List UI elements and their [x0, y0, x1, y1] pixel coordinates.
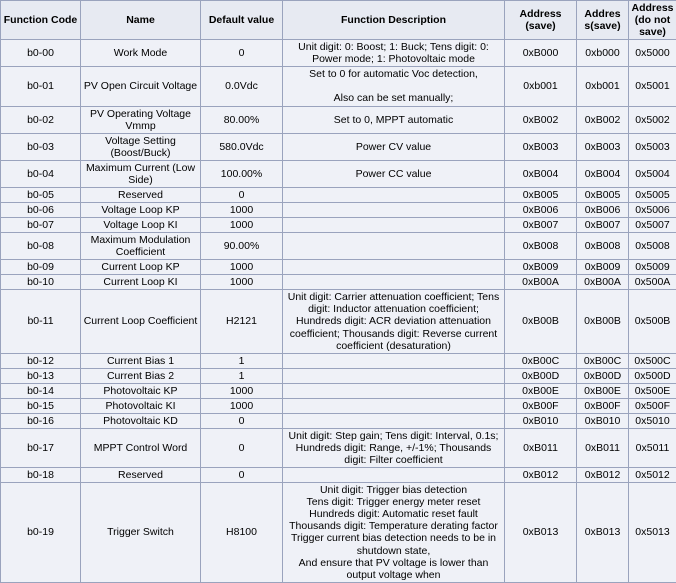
cell-address-s-save: 0xB013 [577, 483, 629, 583]
cell-default-value: 0 [201, 40, 283, 67]
cell-function-code: b0-15 [1, 398, 81, 413]
cell-name: PV Operating Voltage Vmmp [81, 106, 201, 133]
table-row [1, 368, 676, 383]
cell-name: Photovoltaic KD [81, 413, 201, 428]
cell-default-value: 1 [201, 368, 283, 383]
cell-default-value: 580.0Vdc [201, 133, 283, 160]
cell-address-save: 0xB011 [505, 428, 577, 467]
cell-default-value: 0 [201, 413, 283, 428]
cell-address-save: 0xB003 [505, 133, 577, 160]
cell-name: Current Loop KI [81, 275, 201, 290]
cell-address-s-save: 0xB00E [577, 383, 629, 398]
table-header [1, 1, 676, 40]
cell-function-description [283, 218, 505, 233]
cell-address-s-save: 0xb000 [577, 40, 629, 67]
table-row [1, 187, 676, 202]
table-row [1, 428, 676, 467]
cell-default-value: 1000 [201, 383, 283, 398]
cell-function-code: b0-13 [1, 368, 81, 383]
cell-address-do-not-save: 0x5007 [629, 218, 676, 233]
cell-address-s-save: 0xB00D [577, 368, 629, 383]
cell-address-do-not-save: 0x500B [629, 290, 676, 353]
cell-name: Reserved [81, 187, 201, 202]
cell-function-code: b0-07 [1, 218, 81, 233]
table-row [1, 383, 676, 398]
cell-address-do-not-save: 0x5000 [629, 40, 676, 67]
cell-address-s-save: 0xB00C [577, 353, 629, 368]
cell-address-s-save: 0xB012 [577, 468, 629, 483]
cell-function-code: b0-05 [1, 187, 81, 202]
cell-function-code: b0-19 [1, 483, 81, 583]
cell-default-value: 1000 [201, 202, 283, 217]
cell-address-do-not-save: 0x500C [629, 353, 676, 368]
cell-function-code: b0-17 [1, 428, 81, 467]
cell-function-description: Unit digit: Step gain; Tens digit: Interval, 0.1s; Hundreds digit: Range, +/-1%; Thousands digit: Filter coefficient [283, 428, 505, 467]
cell-address-save: 0xB00E [505, 383, 577, 398]
cell-default-value: 1 [201, 353, 283, 368]
cell-address-save: 0xB006 [505, 202, 577, 217]
cell-default-value: 1000 [201, 218, 283, 233]
cell-default-value: 0 [201, 468, 283, 483]
col-function-code: Function Code [1, 1, 81, 40]
cell-address-s-save: 0xB00F [577, 398, 629, 413]
cell-default-value: 0 [201, 428, 283, 467]
cell-address-s-save: 0xB008 [577, 233, 629, 260]
cell-address-do-not-save: 0x5013 [629, 483, 676, 583]
cell-function-code: b0-06 [1, 202, 81, 217]
col-name: Name [81, 1, 201, 40]
cell-address-do-not-save: 0x5012 [629, 468, 676, 483]
cell-name: Current Loop KP [81, 260, 201, 275]
cell-address-save: 0xB00D [505, 368, 577, 383]
cell-address-save: 0xb001 [505, 67, 577, 106]
cell-address-do-not-save: 0x5005 [629, 187, 676, 202]
cell-address-do-not-save: 0x500D [629, 368, 676, 383]
cell-function-code: b0-12 [1, 353, 81, 368]
col-address-s-save: Addres s(save) [577, 1, 629, 40]
cell-function-code: b0-03 [1, 133, 81, 160]
cell-default-value: 100.00% [201, 160, 283, 187]
cell-function-code: b0-00 [1, 40, 81, 67]
cell-function-description: Power CC value [283, 160, 505, 187]
cell-address-do-not-save: 0x5011 [629, 428, 676, 467]
cell-address-save: 0xB00B [505, 290, 577, 353]
cell-address-s-save: 0xB010 [577, 413, 629, 428]
cell-function-description [283, 413, 505, 428]
cell-default-value: H8100 [201, 483, 283, 583]
cell-function-description [283, 233, 505, 260]
table-row [1, 468, 676, 483]
cell-name: Current Bias 2 [81, 368, 201, 383]
cell-function-description [283, 468, 505, 483]
cell-address-s-save: 0xB002 [577, 106, 629, 133]
cell-address-s-save: 0xb001 [577, 67, 629, 106]
cell-function-code: b0-16 [1, 413, 81, 428]
col-function-description: Function Description [283, 1, 505, 40]
table-row [1, 413, 676, 428]
cell-function-description [283, 202, 505, 217]
cell-address-do-not-save: 0x5008 [629, 233, 676, 260]
cell-address-s-save: 0xB00A [577, 275, 629, 290]
table-row [1, 290, 676, 353]
cell-name: Voltage Setting (Boost/Buck) [81, 133, 201, 160]
cell-name: Voltage Loop KI [81, 218, 201, 233]
cell-address-do-not-save: 0x500E [629, 383, 676, 398]
table-row [1, 353, 676, 368]
cell-function-description [283, 275, 505, 290]
cell-function-description [283, 260, 505, 275]
cell-default-value: 1000 [201, 260, 283, 275]
cell-address-do-not-save: 0x5006 [629, 202, 676, 217]
cell-function-code: b0-04 [1, 160, 81, 187]
cell-name: Reserved [81, 468, 201, 483]
cell-address-save: 0xB002 [505, 106, 577, 133]
table-row [1, 218, 676, 233]
cell-address-do-not-save: 0x5002 [629, 106, 676, 133]
cell-address-save: 0xB008 [505, 233, 577, 260]
cell-function-description: Unit digit: Trigger bias detection Tens digit: Trigger energy meter reset Hundreds digit: Automatic reset fault Thousands digit: Temperature derating factor Trigger current bias detection needs to be in shutdown state, And ensure that PV voltage is lower than output voltage when [283, 483, 505, 583]
cell-address-s-save: 0xB005 [577, 187, 629, 202]
cell-address-s-save: 0xB007 [577, 218, 629, 233]
cell-default-value: H2121 [201, 290, 283, 353]
cell-address-save: 0xB005 [505, 187, 577, 202]
cell-function-description: Unit digit: 0: Boost; 1: Buck; Tens digit: 0: Power mode; 1: Photovoltaic mode [283, 40, 505, 67]
table-row [1, 106, 676, 133]
table-header-row [1, 1, 676, 40]
cell-address-s-save: 0xB00B [577, 290, 629, 353]
cell-name: Work Mode [81, 40, 201, 67]
cell-address-save: 0xB00F [505, 398, 577, 413]
col-address-save: Address (save) [505, 1, 577, 40]
cell-address-save: 0xB010 [505, 413, 577, 428]
table-row [1, 260, 676, 275]
cell-function-code: b0-09 [1, 260, 81, 275]
cell-address-s-save: 0xB009 [577, 260, 629, 275]
cell-default-value: 90.00% [201, 233, 283, 260]
cell-address-s-save: 0xB006 [577, 202, 629, 217]
cell-name: MPPT Control Word [81, 428, 201, 467]
table-row [1, 275, 676, 290]
table-row [1, 67, 676, 106]
cell-function-description [283, 398, 505, 413]
cell-name: Current Bias 1 [81, 353, 201, 368]
cell-address-do-not-save: 0x5004 [629, 160, 676, 187]
cell-name: Photovoltaic KP [81, 383, 201, 398]
table-row [1, 202, 676, 217]
table-row [1, 160, 676, 187]
cell-function-code: b0-02 [1, 106, 81, 133]
cell-function-description [283, 187, 505, 202]
cell-address-do-not-save: 0x500F [629, 398, 676, 413]
cell-address-s-save: 0xB011 [577, 428, 629, 467]
cell-address-s-save: 0xB003 [577, 133, 629, 160]
table-row [1, 40, 676, 67]
table-row [1, 133, 676, 160]
cell-function-code: b0-18 [1, 468, 81, 483]
cell-name: Current Loop Coefficient [81, 290, 201, 353]
cell-function-description: Set to 0 for automatic Voc detection, Also can be set manually; [283, 67, 505, 106]
cell-name: Trigger Switch [81, 483, 201, 583]
cell-default-value: 0 [201, 187, 283, 202]
cell-default-value: 1000 [201, 398, 283, 413]
cell-address-do-not-save: 0x5003 [629, 133, 676, 160]
cell-function-description: Unit digit: Carrier attenuation coefficient; Tens digit: Inductor attenuation coefficient; Hundreds digit: ACR deviation attenuation coefficient; Thousands digit: Reverse current coefficient (desaturation) [283, 290, 505, 353]
cell-name: Photovoltaic KI [81, 398, 201, 413]
cell-default-value: 0.0Vdc [201, 67, 283, 106]
cell-address-do-not-save: 0x500A [629, 275, 676, 290]
cell-address-save: 0xB00C [505, 353, 577, 368]
cell-name: PV Open Circuit Voltage [81, 67, 201, 106]
cell-address-save: 0xB00A [505, 275, 577, 290]
cell-address-do-not-save: 0x5001 [629, 67, 676, 106]
cell-name: Voltage Loop KP [81, 202, 201, 217]
cell-default-value: 1000 [201, 275, 283, 290]
col-default-value: Default value [201, 1, 283, 40]
table-row [1, 483, 676, 583]
cell-function-description [283, 368, 505, 383]
table-body [1, 40, 676, 583]
cell-function-code: b0-14 [1, 383, 81, 398]
cell-function-description: Power CV value [283, 133, 505, 160]
cell-function-description: Set to 0, MPPT automatic [283, 106, 505, 133]
cell-address-save: 0xB000 [505, 40, 577, 67]
cell-address-save: 0xB004 [505, 160, 577, 187]
cell-name: Maximum Current (Low Side) [81, 160, 201, 187]
cell-default-value: 80.00% [201, 106, 283, 133]
cell-function-code: b0-01 [1, 67, 81, 106]
cell-address-save: 0xB009 [505, 260, 577, 275]
cell-address-do-not-save: 0x5009 [629, 260, 676, 275]
cell-address-s-save: 0xB004 [577, 160, 629, 187]
cell-name: Maximum Modulation Coefficient [81, 233, 201, 260]
cell-function-description [283, 353, 505, 368]
col-address-do-not-save: Address (do not save) [629, 1, 676, 40]
cell-address-save: 0xB012 [505, 468, 577, 483]
cell-address-save: 0xB013 [505, 483, 577, 583]
table-row [1, 398, 676, 413]
table-row [1, 233, 676, 260]
cell-address-do-not-save: 0x5010 [629, 413, 676, 428]
cell-function-description [283, 383, 505, 398]
cell-function-code: b0-10 [1, 275, 81, 290]
cell-function-code: b0-11 [1, 290, 81, 353]
cell-address-save: 0xB007 [505, 218, 577, 233]
cell-function-code: b0-08 [1, 233, 81, 260]
